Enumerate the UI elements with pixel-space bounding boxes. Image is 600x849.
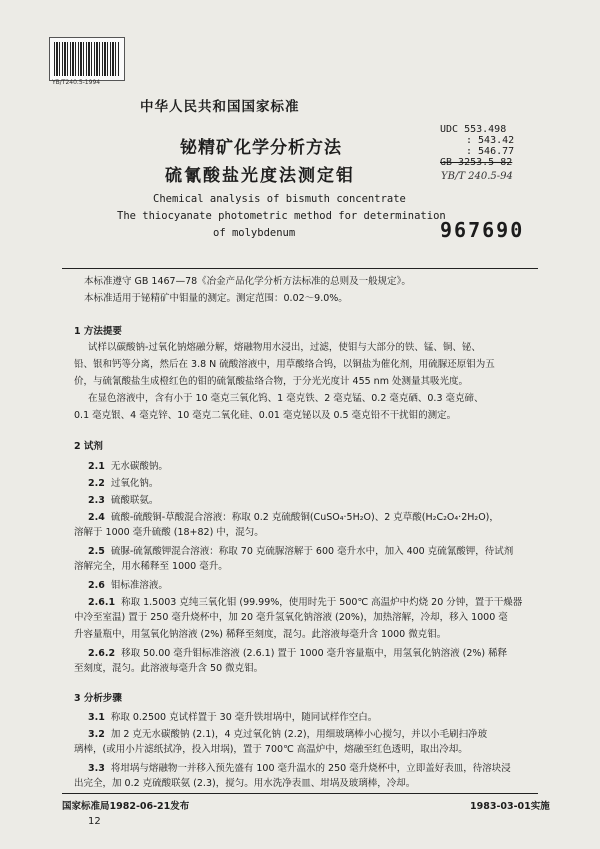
step-3-3-cont: 出完全，加 0.2 克硫酸联氨 (2.3)，搅匀。用水洗净表皿、坩埚及玻璃棒，冷却。 [74,778,416,789]
s1-p2-line-2: 0.1 毫克银、4 毫克锌、10 毫克二氧化硅、0.01 毫克铋以及 0.5 毫克铅不干扰钼的测定。 [74,410,457,421]
reagent-2-5: 2.5 硫脲-硫氰酸钾混合溶液：称取 70 克硫脲溶解于 600 毫升水中，加入 400 克硫氰酸钾，待试剂 [88,546,514,557]
national-standard-label: 中华人民共和国国家标准 [140,99,300,115]
udc-code: UDC 553.498 [440,124,507,135]
title-en-line-1: Chemical analysis of bismuth concentrate [153,193,406,205]
step-3-2-cont: 璃棒，(或用小片滤纸拭净，投入坩埚)，置于 700℃ 高温炉中，熔融至红色透明，取出冷却。 [74,744,468,755]
section-1-heading: 1 方法提要 [74,326,122,337]
intro-line-1: 本标准遵守 GB 1467—78《冶金产品化学分析方法标准的总则及一般规定》。 [84,276,411,287]
reagent-2-4: 2.4 硫酸-硫酸铜-草酸混合溶液：称取 0.2 克硫酸铜(CuSO₄·5H₂O)、2 克草酸(H₂C₂O₄·2H₂O)， [88,512,499,523]
reagent-2-4-cont: 溶解于 1000 毫升硫酸 (18+82) 中，混匀。 [74,527,264,538]
udc-code-2: : 543.42 [466,135,515,146]
issued-by: 国家标准局1982-06-21发布 [62,801,190,812]
handwritten-yb-number: YB/T 240.5-94 [441,171,513,182]
reagent-2-1: 2.1 无水碳酸钠。 [88,461,168,472]
step-3-1: 3.1 称取 0.2500 克试样置于 30 毫升铁坩埚中，随同试样作空白。 [88,712,378,723]
gb-old-number: GB 3253.5—82 [440,157,513,168]
effective-date: 1983-03-01实施 [470,801,550,812]
page-number: 12 [88,816,101,827]
reagent-2-6-2: 2.6.2 移取 50.00 毫升钼标准溶液 (2.6.1) 置于 1000 毫升容量瓶中，用氢氧化钠溶液 (2%) 稀释 [88,648,508,659]
s1-p2-line-1: 在显色溶液中，含有小于 10 毫克三氧化钨、1 毫克铁、2 毫克锰、0.2 毫克硒、0.3 毫克碲、 [88,393,484,404]
title-cn-line-1: 铋精矿化学分析方法 [180,138,342,158]
s1-p1-line-1: 试样以碳酸钠-过氧化钠熔融分解，熔融物用水浸出，过滤，使钼与大部分的铁、锰、铜、铋、 [88,342,481,353]
step-3-3: 3.3 将坩埚与熔融物一并移入预先盛有 100 毫升温水的 250 毫升烧杯中，立即盖好表皿，待溶块浸 [88,763,511,774]
reagent-2-6-2-cont: 至刻度，混匀。此溶液每毫升含 50 微克钼。 [74,663,264,674]
document-number: 967690 [440,218,525,242]
section-2-heading: 2 试剂 [74,441,103,452]
reagent-2-6-1: 2.6.1 称取 1.5003 克纯三氧化钼 (99.99%，使用时先于 500℃ 高温炉中灼烧 20 分钟，置于干燥器 [88,597,523,608]
reagent-2-2: 2.2 过氧化钠。 [88,478,159,489]
step-3-2: 3.2 加 2 克无水碳酸钠 (2.1)，4 克过氧化钠 (2.2)，用细玻璃棒小心搅匀，并以小毛刷扫净玻 [88,729,488,740]
section-3-heading: 3 分析步骤 [74,693,122,704]
title-cn-line-2: 硫氰酸盐光度法测定钼 [165,166,355,186]
barcode-image [49,37,125,81]
top-divider [62,268,538,269]
reagent-2-5-cont: 溶解完全，用水稀释至 1000 毫升。 [74,561,228,572]
reagent-2-6-1-cont-1: 中冷至室温) 置于 250 毫升烧杯中，加 20 毫升氢氧化钠溶液 (20%)，加热溶解，冷却，移入 1000 毫 [74,612,508,623]
bottom-divider [62,793,538,794]
title-en-line-3: of molybdenum [213,227,296,239]
barcode-number: YB/T240.5-1994 [52,79,101,86]
reagent-2-6-1-cont-2: 升容量瓶中，用氢氧化钠溶液 (2%) 稀释至刻度，混匀。此溶液每毫升含 1000 微克钼。 [74,629,447,640]
s1-p1-line-2: 铅、银和钙等分离，然后在 3.8 N 硫酸溶液中，用草酸络合钨，以铜盐为催化剂，用硫脲还原钼为五 [74,359,495,370]
udc-code-3: : 546.77 [466,146,515,157]
reagent-2-6: 2.6 钼标准溶液。 [88,580,168,591]
reagent-2-3: 2.3 硫酸联氨。 [88,495,159,506]
intro-line-2: 本标准适用于铋精矿中钼量的测定。测定范围：0.02～9.0%。 [84,293,348,304]
s1-p1-line-3: 价，与硫氰酸盐生成橙红色的钼的硫氰酸盐络合物，于分光光度计 455 nm 处测量其吸光度。 [74,376,468,387]
title-en-line-2: The thiocyanate photometric method for determination [117,210,446,222]
